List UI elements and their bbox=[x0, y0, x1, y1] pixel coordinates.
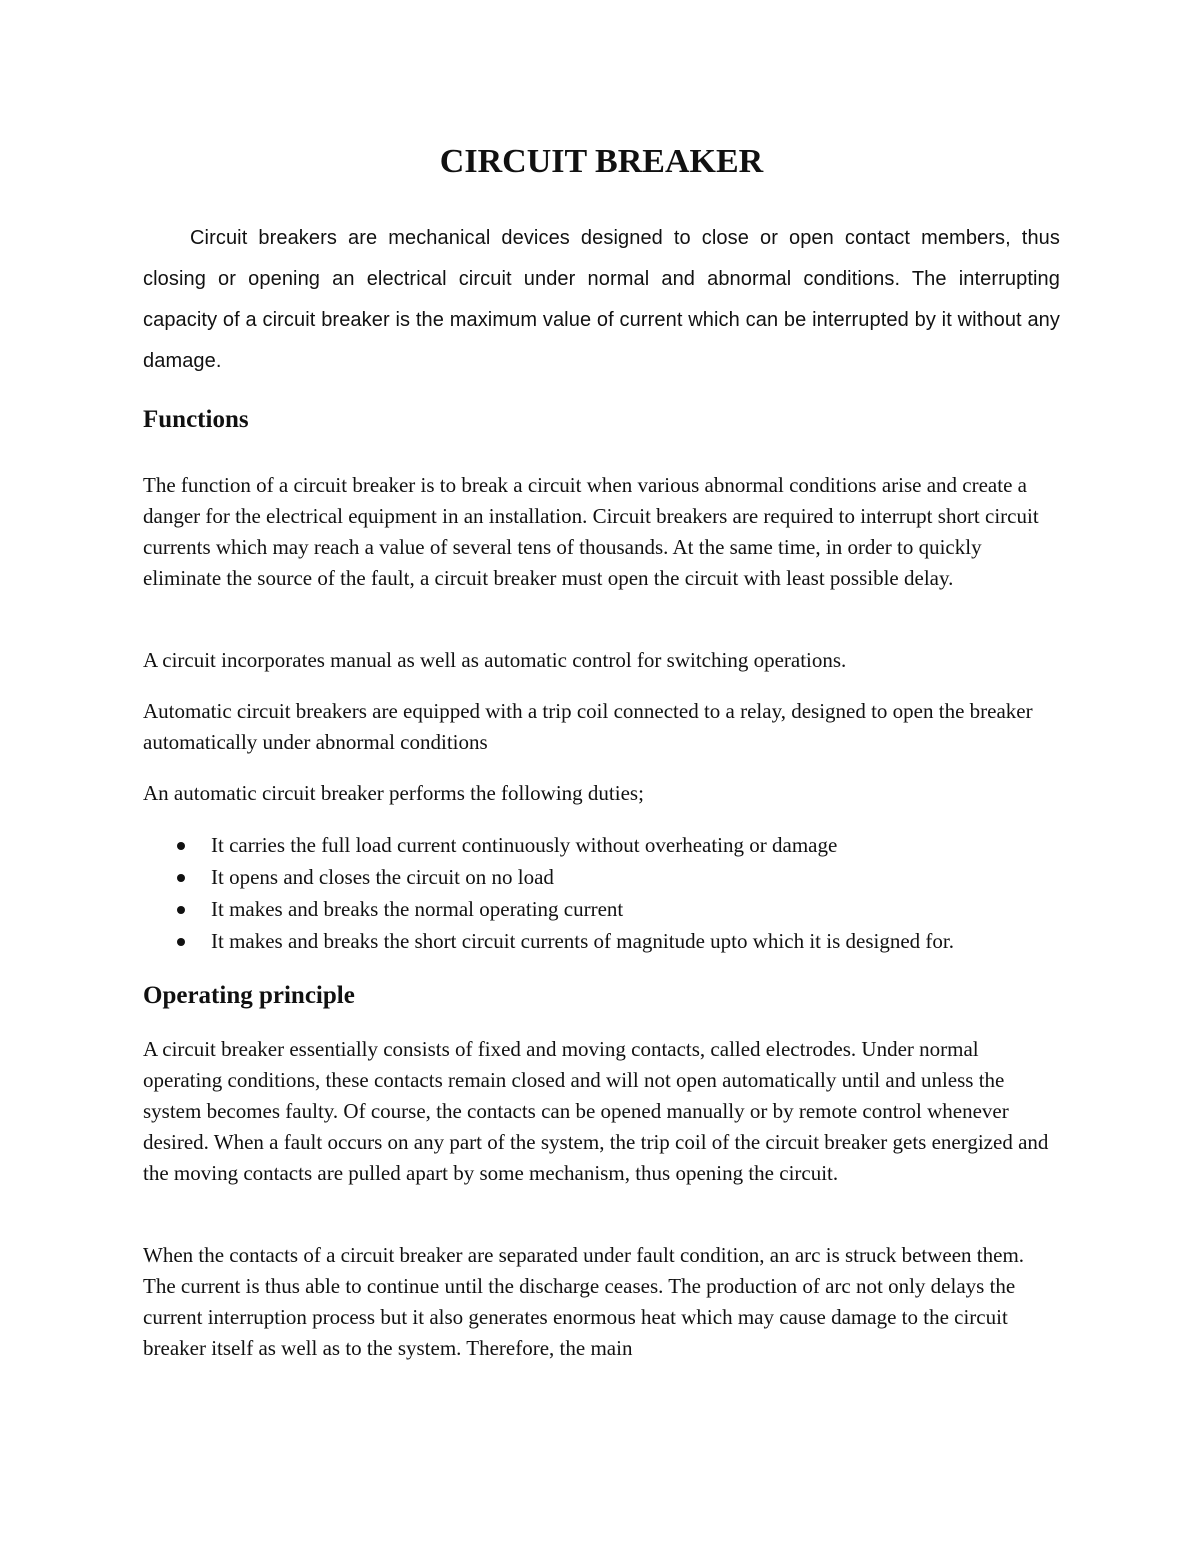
list-item-text: It makes and breaks the normal operating current bbox=[211, 897, 624, 921]
bullet-icon bbox=[177, 874, 185, 882]
page-title: CIRCUIT BREAKER bbox=[439, 143, 764, 180]
list-item bbox=[143, 861, 1060, 893]
list-item bbox=[143, 925, 1060, 957]
functions-paragraph-2: A circuit incorporates manual as well as automatic control for switching operations. bbox=[143, 648, 847, 672]
duties-list bbox=[143, 829, 1060, 957]
list-item bbox=[143, 829, 1060, 861]
intro-paragraph: Circuit breakers are mechanical devices designed to close or open contact members, thus closing or opening an electrical circuit under normal and abnormal conditions. The interrupting capacity of a circuit breaker is the maximum value of current which can be interrupted by it without any damage. bbox=[143, 227, 1060, 372]
functions-paragraph-1: The function of a circuit breaker is to break a circuit when various abnormal conditions arise and create a danger for the electrical equipment in an installation. Circuit breakers are required to interrupt short circuit currents which may reach a value of several tens of thousands. At the same time, in order to quickly eliminate the source of the fault, a circuit breaker must open the circuit with least possible delay. bbox=[143, 473, 1039, 590]
functions-heading: Functions bbox=[143, 406, 249, 433]
list-item-text: It carries the full load current continuously without overheating or damage bbox=[211, 833, 838, 857]
functions-paragraph-4: An automatic circuit breaker performs the following duties; bbox=[143, 781, 644, 805]
bullet-icon bbox=[177, 906, 185, 914]
bullet-icon bbox=[177, 938, 185, 946]
functions-paragraph-3: Automatic circuit breakers are equipped with a trip coil connected to a relay, designed to open the breaker automatically under abnormal conditions bbox=[143, 699, 1033, 754]
operating-principle-heading: Operating principle bbox=[143, 982, 355, 1009]
operating-principle-paragraph-1: A circuit breaker essentially consists of fixed and moving contacts, called electrodes. Under normal operating conditions, these contacts remain closed and will not open automatically until and unless the system becomes faulty. Of course, the contacts can be opened manually or by remote control whenever desired. When a fault occurs on any part of the system, the trip coil of the circuit breaker gets energized and the moving contacts are pulled apart by some mechanism, thus opening the circuit. bbox=[143, 1037, 1049, 1185]
list-item bbox=[143, 893, 1060, 925]
bullet-icon bbox=[177, 842, 185, 850]
list-item-text: It makes and breaks the short circuit currents of magnitude upto which it is designed for. bbox=[211, 929, 954, 953]
list-item-text: It opens and closes the circuit on no load bbox=[211, 865, 554, 889]
operating-principle-paragraph-2: When the contacts of a circuit breaker are separated under fault condition, an arc is struck between them. The current is thus able to continue until the discharge ceases. The production of arc not only delays the current interruption process but it also generates enormous heat which may cause damage to the circuit breaker itself as well as to the system. Therefore, the main bbox=[143, 1243, 1025, 1360]
